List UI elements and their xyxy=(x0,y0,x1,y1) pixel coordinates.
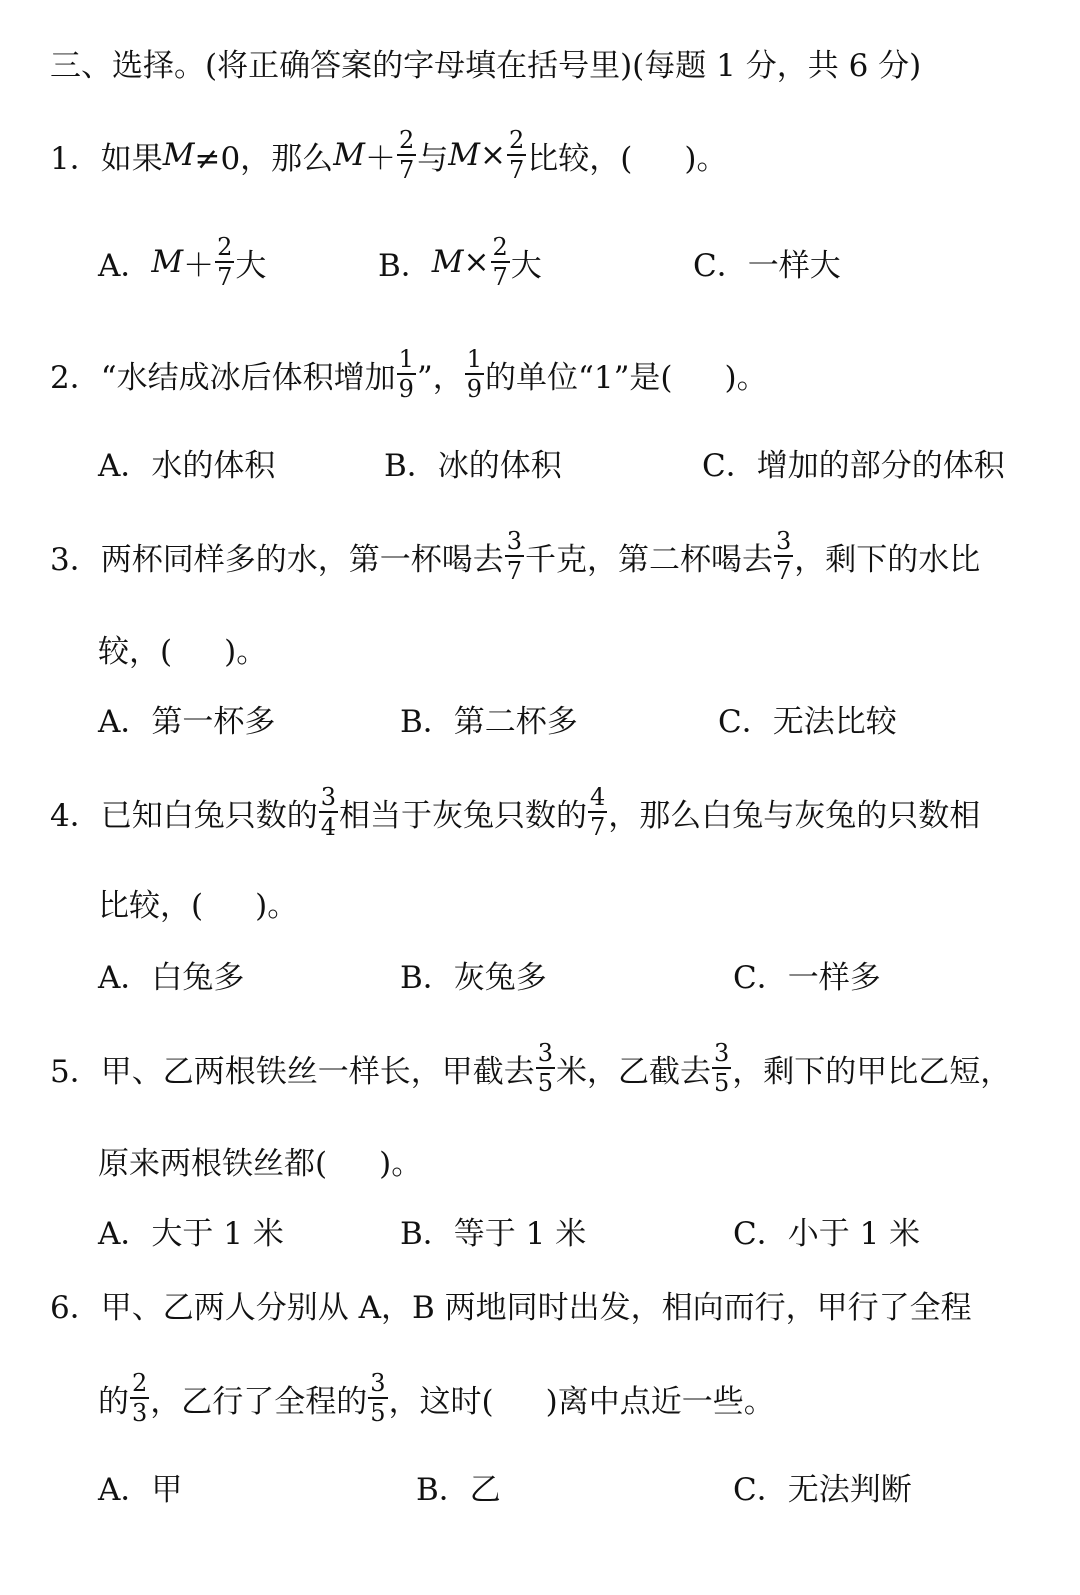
option-letter: C． xyxy=(733,1215,788,1252)
question-6-option-a[interactable] xyxy=(98,1446,182,1526)
option-letter: B． xyxy=(416,1471,470,1508)
question-6-option-b[interactable] xyxy=(416,1446,501,1526)
stem-text: 比较，( xyxy=(98,887,204,924)
fraction xyxy=(491,235,510,289)
stem-text: 比较，( xyxy=(527,140,633,177)
stem-text: 的单位“1”是( xyxy=(485,359,673,396)
fraction-numerator: 3 xyxy=(320,783,337,811)
fraction-denominator: 9 xyxy=(398,375,414,403)
option-text: 白兔多 xyxy=(151,959,245,996)
question-number: 3． xyxy=(50,541,101,578)
fraction-numerator: 3 xyxy=(537,1039,554,1067)
fraction-denominator: 7 xyxy=(492,263,508,291)
variable-m: M xyxy=(151,244,184,280)
option-letter: C． xyxy=(733,1471,788,1508)
option-text: 水的体积 xyxy=(151,447,276,484)
stem-text: 的 xyxy=(98,1383,129,1420)
question-4-stem-line2 xyxy=(98,862,298,942)
option-text: 大 xyxy=(235,247,267,284)
question-6-stem xyxy=(50,1264,972,1344)
stem-text: 两杯同样多的水，第一杯喝去 xyxy=(100,541,504,578)
stem-text: ”， xyxy=(416,359,464,396)
fraction-numerator: 2 xyxy=(132,1369,148,1397)
option-text: 灰兔多 xyxy=(453,959,547,996)
stem-text: )离中点近一些。 xyxy=(545,1383,775,1420)
option-letter: A． xyxy=(98,447,152,484)
stem-text: 千克，第二杯喝去 xyxy=(525,541,774,578)
fraction-denominator: 9 xyxy=(466,375,483,403)
stem-text: )。 xyxy=(224,633,268,670)
question-5-stem-line2 xyxy=(98,1120,422,1200)
question-number: 1． xyxy=(50,140,101,177)
option-letter: C． xyxy=(693,247,748,284)
option-text: 冰的体积 xyxy=(437,447,562,484)
question-5-option-c[interactable] xyxy=(733,1190,920,1270)
variable-m: M xyxy=(448,137,480,173)
option-letter: C． xyxy=(702,447,757,484)
question-4-option-c[interactable] xyxy=(733,934,881,1014)
fraction-denominator: 7 xyxy=(590,813,606,841)
question-2-option-b[interactable] xyxy=(384,422,562,502)
section-header xyxy=(50,22,921,102)
stem-text: 米，乙截去 xyxy=(556,1053,712,1090)
question-5-stem xyxy=(50,1028,1011,1108)
question-number: 6． xyxy=(50,1289,101,1326)
stem-text: 甲、乙两人分别从 A，B 两地同时出发，相向而行，甲行了全程 xyxy=(100,1289,972,1326)
question-4-stem xyxy=(50,772,980,852)
fraction xyxy=(536,1041,555,1095)
question-2-stem xyxy=(50,334,768,414)
option-text: 增加的部分的体积 xyxy=(756,447,1005,484)
option-text: 大于 1 米 xyxy=(151,1215,284,1252)
stem-text: )。 xyxy=(684,140,728,177)
option-text: 第二杯多 xyxy=(453,703,578,740)
fraction-numerator: 3 xyxy=(506,527,523,555)
option-text: 小于 1 米 xyxy=(787,1215,921,1252)
option-letter: B． xyxy=(400,959,454,996)
question-3-stem-line2 xyxy=(98,608,267,688)
variable-m: M xyxy=(162,137,195,173)
fraction-numerator: 4 xyxy=(590,783,606,811)
option-letter: A． xyxy=(98,1215,152,1252)
stem-text: )。 xyxy=(379,1145,423,1182)
option-text: 无法判断 xyxy=(787,1471,912,1508)
section-header-text: 三、选择。(将正确答案的字母填在括号里)(每题 1 分，共 6 分) xyxy=(50,47,922,84)
fraction xyxy=(368,1371,387,1425)
option-letter: A． xyxy=(98,703,152,740)
stem-text: 已知白兔只数的 xyxy=(100,797,318,834)
stem-text: 与 xyxy=(417,140,449,177)
question-2-option-a[interactable] xyxy=(98,422,275,502)
option-letter: A． xyxy=(98,959,152,996)
operator: ＋ xyxy=(183,247,215,284)
stem-text: ，这时( xyxy=(388,1383,494,1420)
question-4-option-a[interactable] xyxy=(98,934,244,1014)
fraction-numerator: 1 xyxy=(466,345,483,373)
variable-m: M xyxy=(333,137,365,173)
stem-text: 甲、乙两根铁丝一样长，甲截去 xyxy=(100,1053,535,1090)
stem-text: 原来两根铁丝都( xyxy=(98,1145,328,1182)
option-letter: A． xyxy=(98,1471,152,1508)
option-text: 大 xyxy=(510,247,542,284)
question-6-stem-line2 xyxy=(98,1358,775,1438)
fraction-numerator: 3 xyxy=(776,527,792,555)
fraction xyxy=(130,1371,149,1425)
fraction xyxy=(712,1041,731,1095)
option-text: 第一杯多 xyxy=(151,703,276,740)
question-3-option-a[interactable] xyxy=(98,678,275,758)
fraction-denominator: 7 xyxy=(217,263,233,291)
fraction-numerator: 2 xyxy=(398,126,415,154)
question-1-option-c[interactable] xyxy=(693,222,841,302)
question-3-option-c[interactable] xyxy=(718,678,897,758)
question-number: 4． xyxy=(50,797,101,834)
fraction-numerator: 2 xyxy=(508,126,525,154)
fraction xyxy=(319,785,338,839)
question-number: 5． xyxy=(50,1053,101,1090)
fraction-denominator: 4 xyxy=(320,813,337,841)
fraction-denominator: 3 xyxy=(132,1399,148,1427)
question-5-option-b[interactable] xyxy=(400,1190,586,1270)
stem-text: 相当于灰兔只数的 xyxy=(339,797,588,834)
fraction xyxy=(215,235,234,289)
question-3-option-b[interactable] xyxy=(400,678,578,758)
option-letter: B． xyxy=(400,1215,454,1252)
operator: × xyxy=(479,137,506,173)
fraction-numerator: 1 xyxy=(398,345,414,373)
option-text: 乙 xyxy=(469,1471,501,1508)
question-5-option-a[interactable] xyxy=(98,1190,284,1270)
option-letter: C． xyxy=(718,703,773,740)
option-text: 一样多 xyxy=(787,959,881,996)
fraction xyxy=(397,128,416,182)
fraction xyxy=(588,785,607,839)
stem-text: ≠0，那么 xyxy=(194,140,334,177)
fraction-denominator: 7 xyxy=(776,557,792,585)
question-4-option-b[interactable] xyxy=(400,934,547,1014)
fraction-denominator: 7 xyxy=(508,156,525,184)
fraction xyxy=(774,529,793,583)
stem-text: )。 xyxy=(724,359,768,396)
fraction xyxy=(397,347,416,401)
stem-text: ，那么白兔与灰兔的只数相 xyxy=(608,797,981,834)
option-text: 甲 xyxy=(151,1471,183,1508)
fraction xyxy=(507,128,526,182)
fraction-numerator: 3 xyxy=(714,1039,730,1067)
fraction xyxy=(505,529,524,583)
fraction-denominator: 5 xyxy=(537,1069,554,1097)
fraction-denominator: 5 xyxy=(714,1069,730,1097)
option-letter: B． xyxy=(378,247,432,284)
option-text: 一样大 xyxy=(747,247,841,284)
operator: ＋ xyxy=(364,140,396,177)
option-letter: A． xyxy=(98,247,152,284)
question-1-stem xyxy=(50,115,727,195)
question-3-stem xyxy=(50,516,980,596)
variable-m: M xyxy=(431,244,464,280)
option-text: 等于 1 米 xyxy=(453,1215,587,1252)
operator: × xyxy=(463,244,490,280)
stem-text: ，剩下的甲比乙短， xyxy=(732,1053,1012,1090)
stem-text: “水结成冰后体积增加 xyxy=(100,359,396,396)
fraction-numerator: 3 xyxy=(370,1369,386,1397)
fraction-denominator: 7 xyxy=(398,156,415,184)
option-letter: B． xyxy=(400,703,454,740)
fraction-denominator: 5 xyxy=(370,1399,386,1427)
option-letter: B． xyxy=(384,447,438,484)
question-1-option-b[interactable] xyxy=(378,222,542,302)
question-2-option-c[interactable] xyxy=(702,422,1005,502)
fraction-numerator: 2 xyxy=(217,233,233,261)
stem-text: 如果 xyxy=(100,140,163,177)
fraction-denominator: 7 xyxy=(506,557,523,585)
question-number: 2． xyxy=(50,359,101,396)
stem-text: 较，( xyxy=(98,633,173,670)
option-letter: C． xyxy=(733,959,788,996)
stem-text: ，剩下的水比 xyxy=(794,541,981,578)
option-text: 无法比较 xyxy=(772,703,897,740)
stem-text: ，乙行了全程的 xyxy=(150,1383,368,1420)
fraction-numerator: 2 xyxy=(492,233,508,261)
question-6-option-c[interactable] xyxy=(733,1446,912,1526)
question-1-option-a[interactable] xyxy=(98,222,266,302)
fraction xyxy=(465,347,484,401)
stem-text: )。 xyxy=(255,887,299,924)
